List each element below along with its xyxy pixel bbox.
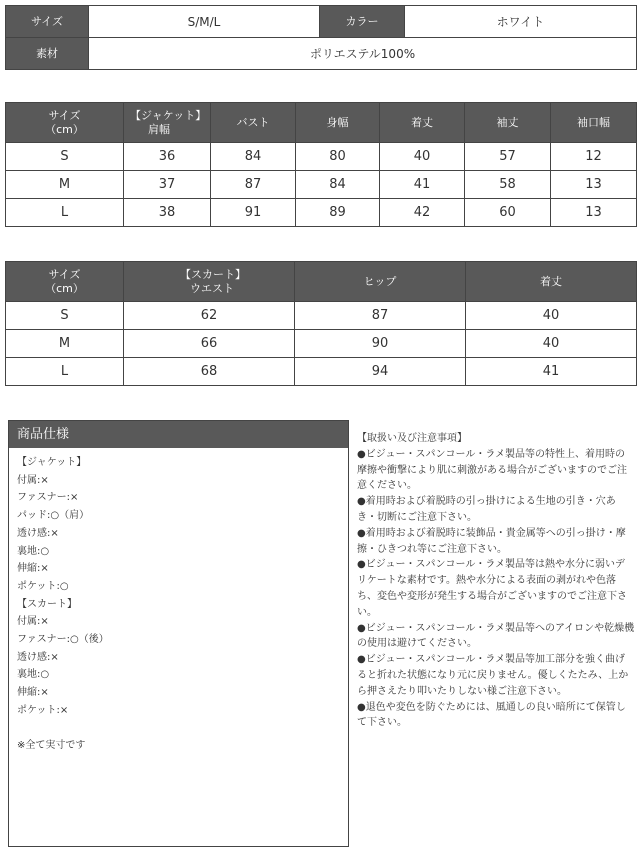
value-cell: 41 xyxy=(380,171,465,199)
table-row xyxy=(6,330,637,358)
note-item: ●退色や変色を防ぐためには、風通しの良い暗所にて保管して下さい。 xyxy=(357,701,626,729)
header-cell xyxy=(124,262,295,302)
size-cell: M xyxy=(6,171,124,199)
spec-line: ファスナー:○（後） xyxy=(17,634,109,646)
spec-line: 透け感:× xyxy=(17,527,59,539)
value-cell: 58 xyxy=(465,171,551,199)
value-cell: 94 xyxy=(295,358,466,386)
spec-line: 裏地:○ xyxy=(17,669,50,681)
header-cell: 着丈 xyxy=(466,262,637,302)
spec-title: 商品仕様 xyxy=(9,421,348,448)
table-row xyxy=(6,199,637,227)
header-text: 【ジャケット】 xyxy=(130,108,207,122)
header-cell xyxy=(6,262,124,302)
product-spec-box xyxy=(8,420,349,847)
value-cell: 66 xyxy=(124,330,295,358)
jacket-header-row xyxy=(6,103,637,143)
material-value: ポリエステル100% xyxy=(89,38,637,70)
header-cell: 着丈 xyxy=(380,103,465,143)
value-cell: 57 xyxy=(465,143,551,171)
table-row xyxy=(6,302,637,330)
header-cell: 袖口幅 xyxy=(551,103,637,143)
material-label: 素材 xyxy=(6,38,89,70)
value-cell: 42 xyxy=(380,199,465,227)
value-cell: 13 xyxy=(551,171,637,199)
summary-table xyxy=(5,5,637,70)
note-item: ●着用時および着脱時に装飾品・貴金属等への引っ掛け・摩擦・ひきつれ等にご注意下さい。 xyxy=(357,527,626,555)
value-cell: 91 xyxy=(211,199,296,227)
header-cell xyxy=(6,103,124,143)
value-cell: 62 xyxy=(124,302,295,330)
note-item: ●ビジュー・スパンコール・ラメ製品等の特性上、着用時の摩擦や衝撃により肌に刺激がある場合がございますのでご注意ください。 xyxy=(357,448,627,492)
header-cell: ヒップ xyxy=(295,262,466,302)
size-label: サイズ xyxy=(6,6,89,38)
value-cell: 90 xyxy=(295,330,466,358)
value-cell: 60 xyxy=(465,199,551,227)
value-cell: 38 xyxy=(124,199,211,227)
spec-line: ポケット:× xyxy=(17,704,69,716)
value-cell: 80 xyxy=(296,143,380,171)
note-item: ●ビジュー・スパンコール・ラメ製品等へのアイロンや乾燥機の使用は避けてください。 xyxy=(357,622,635,650)
size-cell: S xyxy=(6,302,124,330)
header-cell xyxy=(124,103,211,143)
value-cell: 41 xyxy=(466,358,637,386)
header-subtext: （cm） xyxy=(45,122,84,136)
color-label: カラー xyxy=(320,6,405,38)
spec-line: 付属:× xyxy=(17,474,49,486)
spec-line: ポケット:○ xyxy=(17,580,69,592)
value-cell: 36 xyxy=(124,143,211,171)
table-row xyxy=(6,358,637,386)
header-cell: 身幅 xyxy=(296,103,380,143)
size-cell: M xyxy=(6,330,124,358)
note-item: ●ビジュー・スパンコール・ラメ製品等加工部分を強く曲げると折れた状態になり元に戻りません。優しくたたみ、上から押さえたり叩いたりしない様ご注意下さい。 xyxy=(357,654,629,697)
header-cell: 袖丈 xyxy=(465,103,551,143)
skirt-size-table xyxy=(5,261,637,386)
spec-line: パッド:○（肩） xyxy=(17,510,90,522)
care-notes xyxy=(357,431,635,731)
header-text: サイズ xyxy=(48,267,81,281)
spec-line: ファスナー:× xyxy=(17,492,79,504)
notes-title: 【取扱い及び注意事項】 xyxy=(357,433,467,444)
size-value: S/M/L xyxy=(89,6,320,38)
spec-line: 裏地:○ xyxy=(17,545,50,557)
value-cell: 84 xyxy=(211,143,296,171)
spec-line: 伸縮:× xyxy=(17,563,49,575)
spec-note: ※全て実寸です xyxy=(17,739,86,751)
table-row xyxy=(6,143,637,171)
spec-line: 付属:× xyxy=(17,616,49,628)
size-cell: L xyxy=(6,199,124,227)
header-subtext: ウエスト xyxy=(190,281,234,295)
header-cell: バスト xyxy=(211,103,296,143)
value-cell: 40 xyxy=(380,143,465,171)
color-value: ホワイト xyxy=(405,6,637,38)
value-cell: 68 xyxy=(124,358,295,386)
header-subtext: （cm） xyxy=(45,281,84,295)
skirt-header-row xyxy=(6,262,637,302)
note-item: ●ビジュー・スパンコール・ラメ製品等は熱や水分に弱いデリケートな素材です。熱や水分による表面の剥がれや色落ち、変色や変形が発生する場合がございますのでご注意下さい。 xyxy=(357,559,627,618)
jacket-size-table xyxy=(5,102,637,227)
note-item: ●着用時および着脱時の引っ掛けによる生地の引き・穴あき・切断にご注意下さい。 xyxy=(357,496,616,523)
spec-body xyxy=(9,448,348,754)
value-cell: 89 xyxy=(296,199,380,227)
size-cell: S xyxy=(6,143,124,171)
value-cell: 40 xyxy=(466,302,637,330)
value-cell: 84 xyxy=(296,171,380,199)
table-row xyxy=(6,171,637,199)
header-subtext: 肩幅 xyxy=(148,122,170,136)
value-cell: 13 xyxy=(551,199,637,227)
value-cell: 87 xyxy=(295,302,466,330)
value-cell: 37 xyxy=(124,171,211,199)
header-text: サイズ xyxy=(48,108,81,122)
value-cell: 12 xyxy=(551,143,637,171)
header-text: 【スカート】 xyxy=(180,267,246,281)
size-cell: L xyxy=(6,358,124,386)
spec-line: 【ジャケット】 xyxy=(17,457,87,468)
spec-line: 透け感:× xyxy=(17,651,59,663)
value-cell: 87 xyxy=(211,171,296,199)
spec-line: 【スカート】 xyxy=(17,598,77,610)
spec-line: 伸縮:× xyxy=(17,687,49,699)
value-cell: 40 xyxy=(466,330,637,358)
